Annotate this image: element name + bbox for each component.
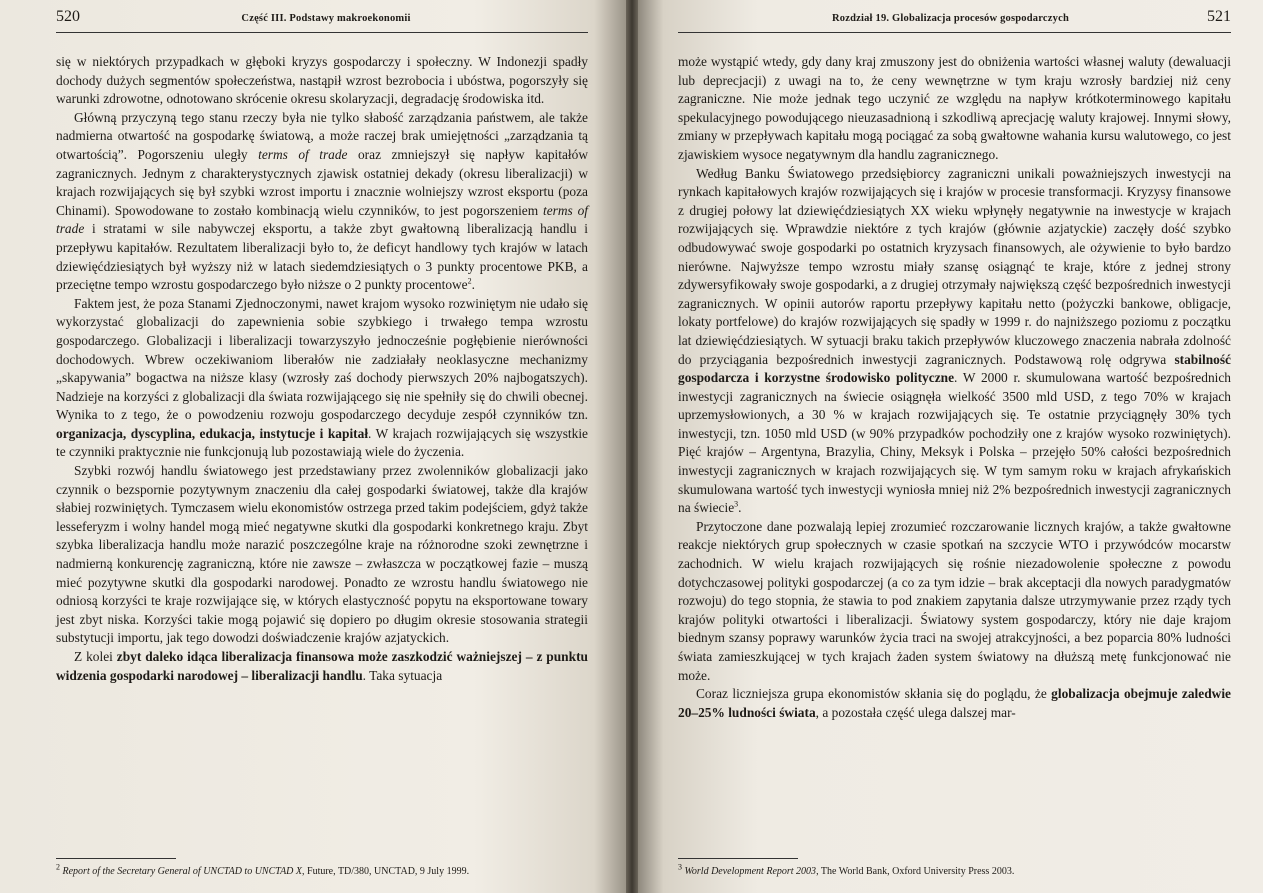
right-page-number: 521: [1207, 8, 1231, 25]
footnote-marker: 3: [734, 499, 739, 509]
footnote-rule: [678, 858, 798, 859]
bold-text: stabilność gospodarcza i korzystne środowisko polityczne: [678, 351, 1231, 386]
bold-text: organizacja, dyscyplina, edukacja, instytucje i kapitał: [56, 425, 369, 441]
italic-text: World Development Report 2003: [684, 866, 817, 877]
text-run: i stratami w sile nabywczej eksportu, a także zbyt gwałtowną liberalizacją handlu i przepływu kapitałów. Rezultatem liberalizacji było to, że deficyt handlowy tych krajów w latach dziewięćdziesiątych był wyższy niż w latach siedemdziesiątych o 3 punkty procentowe PKB, a przeciętne tempo wzrostu gospodarczego było niższe o 2 punkty procentowe: [56, 221, 588, 293]
text-run: . Taka sytuacja: [362, 667, 443, 683]
text-run: . W 2000 r. skumulowana wartość bezpośrednich inwestycji zagranicznych na świecie osiągnęła wielkość 3500 mld USD, z tego 70% w krajach uprzemysłowionych, a 30 % w krajach rozwijających się. Te ostatnie przyciągnęły 30% tych inwestycji, tzn. 1050 mld USD (w 90% przypadków pochodziły one z krajów wysoko rozwiniętych). Pięć krajów – Argentyna, Brazylia, Chiny, Meksyk i Polska – przejęło 50% całości bezpośrednich inwestycji zagranicznych w krajach rozwijających się. W tym samym roku w krajach afrykańskich skumulowana wartość tych inwestycji wyniosła mniej niż 2% bezpośrednich inwestycji zagranicznych na świecie: [678, 370, 1232, 516]
paragraph: [678, 165, 1231, 518]
text-run: Przytoczone dane pozwalają lepiej zrozumieć rozczarowanie licznych krajów, a także gwałtowne reakcje niektórych grup społecznych w czasie spotkań na szczycie WTO i przywódców mocarstw zachodnich. W wielu krajach rozwijających się rośnie niezadowolenie społeczne z powodu dotychczasowej polityki gospodarczej (a co za tym idzie – brak akceptacji dla nowych paradygmatów rozwoju) do tego stopnia, że stawia to pod znakiem zapytania dalsze utrzymywanie przez rządy tych krajów polityki otwartości i liberalizacji. Światowy system gospodarczy, który nie daje krajom biednym szansy poprawy warunków życia traci na swojej atrakcyjności, a bez poparcia 80% ludności świata zamieszkującej w tych krajach żaden system światowy na dłuższą metę funkcjonować nie może.: [678, 518, 1231, 683]
left-running-header: [56, 8, 588, 33]
left-running-head-title: Część III. Podstawy makroekonomii: [241, 13, 411, 24]
paragraph: [678, 685, 1231, 722]
footnote-marker: 2: [56, 862, 60, 872]
text-run: oraz zmniejszył się napływ kapitałów zagranicznych. Jednym z charakterystycznych zjawisk ostatniej dekady (okresu liberalizacji) w krajach rozwijających się był szybki wzrost importu i znacznie wolniejszy wzrost eksportu (poza Chinami). Spowodowane to zostało kombinacją wielu czynników, to jest pogorszeniem: [56, 146, 589, 218]
paragraph: [56, 109, 588, 295]
paragraph: [678, 53, 1231, 165]
paragraph: [56, 53, 588, 109]
text-run: Z kolei: [74, 649, 117, 664]
left-page-number: 520: [56, 8, 80, 25]
text-run: Coraz liczniejsza grupa ekonomistów skłania się do poglądu, że: [696, 686, 1052, 702]
text-run: Według Banku Światowego przedsiębiorcy zagraniczni unikali poważniejszych inwestycji na rynkach kapitałowych krajów rozwijających się i krajów w procesie transformacji. Kryzysy finansowe z drugiej połowy lat dziewięćdziesiątych XX wieku wpłynęły negatywnie na inwestycje w krajach rozwijających się. Wprawdzie niektóre z tych krajów (głównie azjatyckie) zaczęły dość szybko odbudowywać swoje gospodarki po ostatnich kryzysach finansowych, ale ożywienie to było bardzo nierówne. Najwyższe tempo wzrostu miały szansę osiągnąć te kraje, które z jednej strony zdywersyfikowały swoje gospodarki, a z drugiej otrzymały największą część bezpośrednich inwestycji zagranicznych. W opinii autorów raportu przepływy kapitału netto (pożyczki bankowe, obligacje, lokaty portfelowe) do krajów rozwijających się spadły w 1999 r. do najniższego poziomu z początku lat dziewięćdziesiątych. W sytuacji braku takich przepływów kluczowego znaczenia nabrała zdolność do przyciągania bezpośrednich inwestycji zagranicznych. Podstawową rolę odgrywa: [678, 165, 1231, 367]
text-run: Szybki rozwój handlu światowego jest przedstawiany przez zwolenników globalizacji jako czynnik o bezspornie pozytywnym znaczeniu dla całej gospodarki światowej, także dla krajów słabiej rozwiniętych. Tymczasem wielu ekonomistów ostrzega przed takim podejściem, gdyż także lesseferyzm i wolny handel mogą mieć negatywne skutki dla gospodarki konkretnego kraju. Zbyt szybka liberalizacja handlu może narazić poszczególne kraje na różnorodne szoki zewnętrzne i nadmierną konkurencję zagraniczną, które nie zawsze – zwłaszcza w początkowej fazie – muszą mieć pozytywne skutki dla gospodarki narodowej. Ponadto ze wzrostu handlu światowego nie odniosą korzyści te kraje rozwijające się, w których elastyczność popytu na eksportowane towary jest zbyt niska. Korzyści takie mogą pojawić się dopiero po długim okresie stosowania strategii substytucji importu, jak tego dowodzi doświadczenie krajów azjatyckich.: [56, 463, 588, 646]
italic-text: terms of trade: [56, 202, 589, 237]
right-running-head-title: Rozdział 19. Globalizacja procesów gospodarczych: [832, 13, 1069, 24]
text-run: , Future, TD/380, UNCTAD, 9 July 1999.: [302, 866, 470, 877]
italic-text: terms of trade: [258, 146, 348, 162]
text-run: .: [471, 277, 475, 293]
footnote-2: [56, 862, 588, 879]
left-footnotes: [56, 858, 588, 879]
book-gutter: [626, 0, 638, 893]
text-run: się w niektórych przypadkach w głęboki kryzys gospodarczy i społeczny. W Indonezji spadły dochody dużych segmentów społeczeństwa, nastąpił wzrost bezrobocia i ubóstwa, pogorszyły się warunki zdrowotne, odnotowano skrócenie okresu skolaryzacji, degradację środowiska itd.: [56, 54, 588, 107]
paragraph: [56, 648, 588, 685]
right-footnotes: [678, 858, 1231, 879]
footnote-rule: [56, 858, 176, 859]
footnote-marker: 3: [678, 862, 682, 872]
footnote-marker: 2: [467, 276, 472, 286]
bold-text: zbyt daleko idąca liberalizacja finansowa może zaszkodzić ważniejszej – z punktu widzenia gospodarki narodowej – liberalizacji handlu: [56, 649, 588, 683]
italic-text: Report of the Secretary General of UNCTAD to UNCTAD X: [62, 866, 303, 877]
text-run: , a pozostała część ulega dalszej mar-: [815, 704, 1016, 720]
paragraph: [56, 295, 588, 462]
paragraph: [56, 462, 588, 648]
text-run: może wystąpić wtedy, gdy dany kraj zmuszony jest do obniżenia wartości własnej waluty (dewaluacji lub deprecjacji) z uwagi na to, że ceny wewnętrzne w tym kraju wzrosły bardziej niż ceny zagraniczne. Nie może jednak tego uczynić ze względu na napływ krótkoterminowego kapitału spekulacyjnego powodującego nieuzasadnioną i szkodliwą aprecjację waluty krajowej. Innymi słowy, zmiany w przepływach kapitału mogą pociągać za sobą gwałtowne wahania kursu walutowego, co jest zjawiskiem wysoce negatywnym dla handlu zagranicznego.: [678, 54, 1231, 162]
left-page-body: [56, 53, 588, 685]
text-run: .: [738, 500, 742, 516]
bold-text: globalizacja obejmuje zaledwie 20–25% ludności świata: [678, 686, 1231, 720]
right-page-body: [678, 53, 1231, 722]
text-run: . W krajach rozwijających się wszystkie te czynniki praktycznie nie funkcjonują lub pozostawiają wiele do życzenia.: [56, 425, 588, 460]
right-running-header: [678, 8, 1231, 33]
footnote-3: [678, 862, 1231, 879]
right-page: [632, 0, 1263, 893]
paragraph: [678, 518, 1231, 685]
text-run: Faktem jest, że poza Stanami Zjednoczonymi, nawet krajom wysoko rozwiniętym nie udało się wykorzystać globalizacji do zapewnienia sobie szybkiego i trwałego tempa wzrostu gospodarczego. Globalizacji i liberalizacji towarzyszyło jednocześnie pogłębienie nierówności dochodowych. Wbrew oczekiwaniom liberałów nie zadziałały neoklasyczne mechanizmy „skapywania” bogactwa na niższe klasy (wzrosły zaś dochody pierwszych 20% najbogatszych). Nadzieje na korzyści z globalizacji dla świata rozwijającego się nie spełniły się do chwili obecnej. Wynika to z tego, że o powodzeniu rozwoju gospodarczego decyduje zespół czynników tzn.: [56, 295, 588, 423]
text-run: Główną przyczyną tego stanu rzeczy była nie tylko słabość zarządzania państwem, ale także nadmierna otwartość na gospodarkę światową, a może raczej brak umiejętności „zarządzania tą otwartością”. Pogorszeniu uległy: [56, 109, 588, 162]
text-run: , The World Bank, Oxford University Press 2003.: [816, 866, 1015, 877]
